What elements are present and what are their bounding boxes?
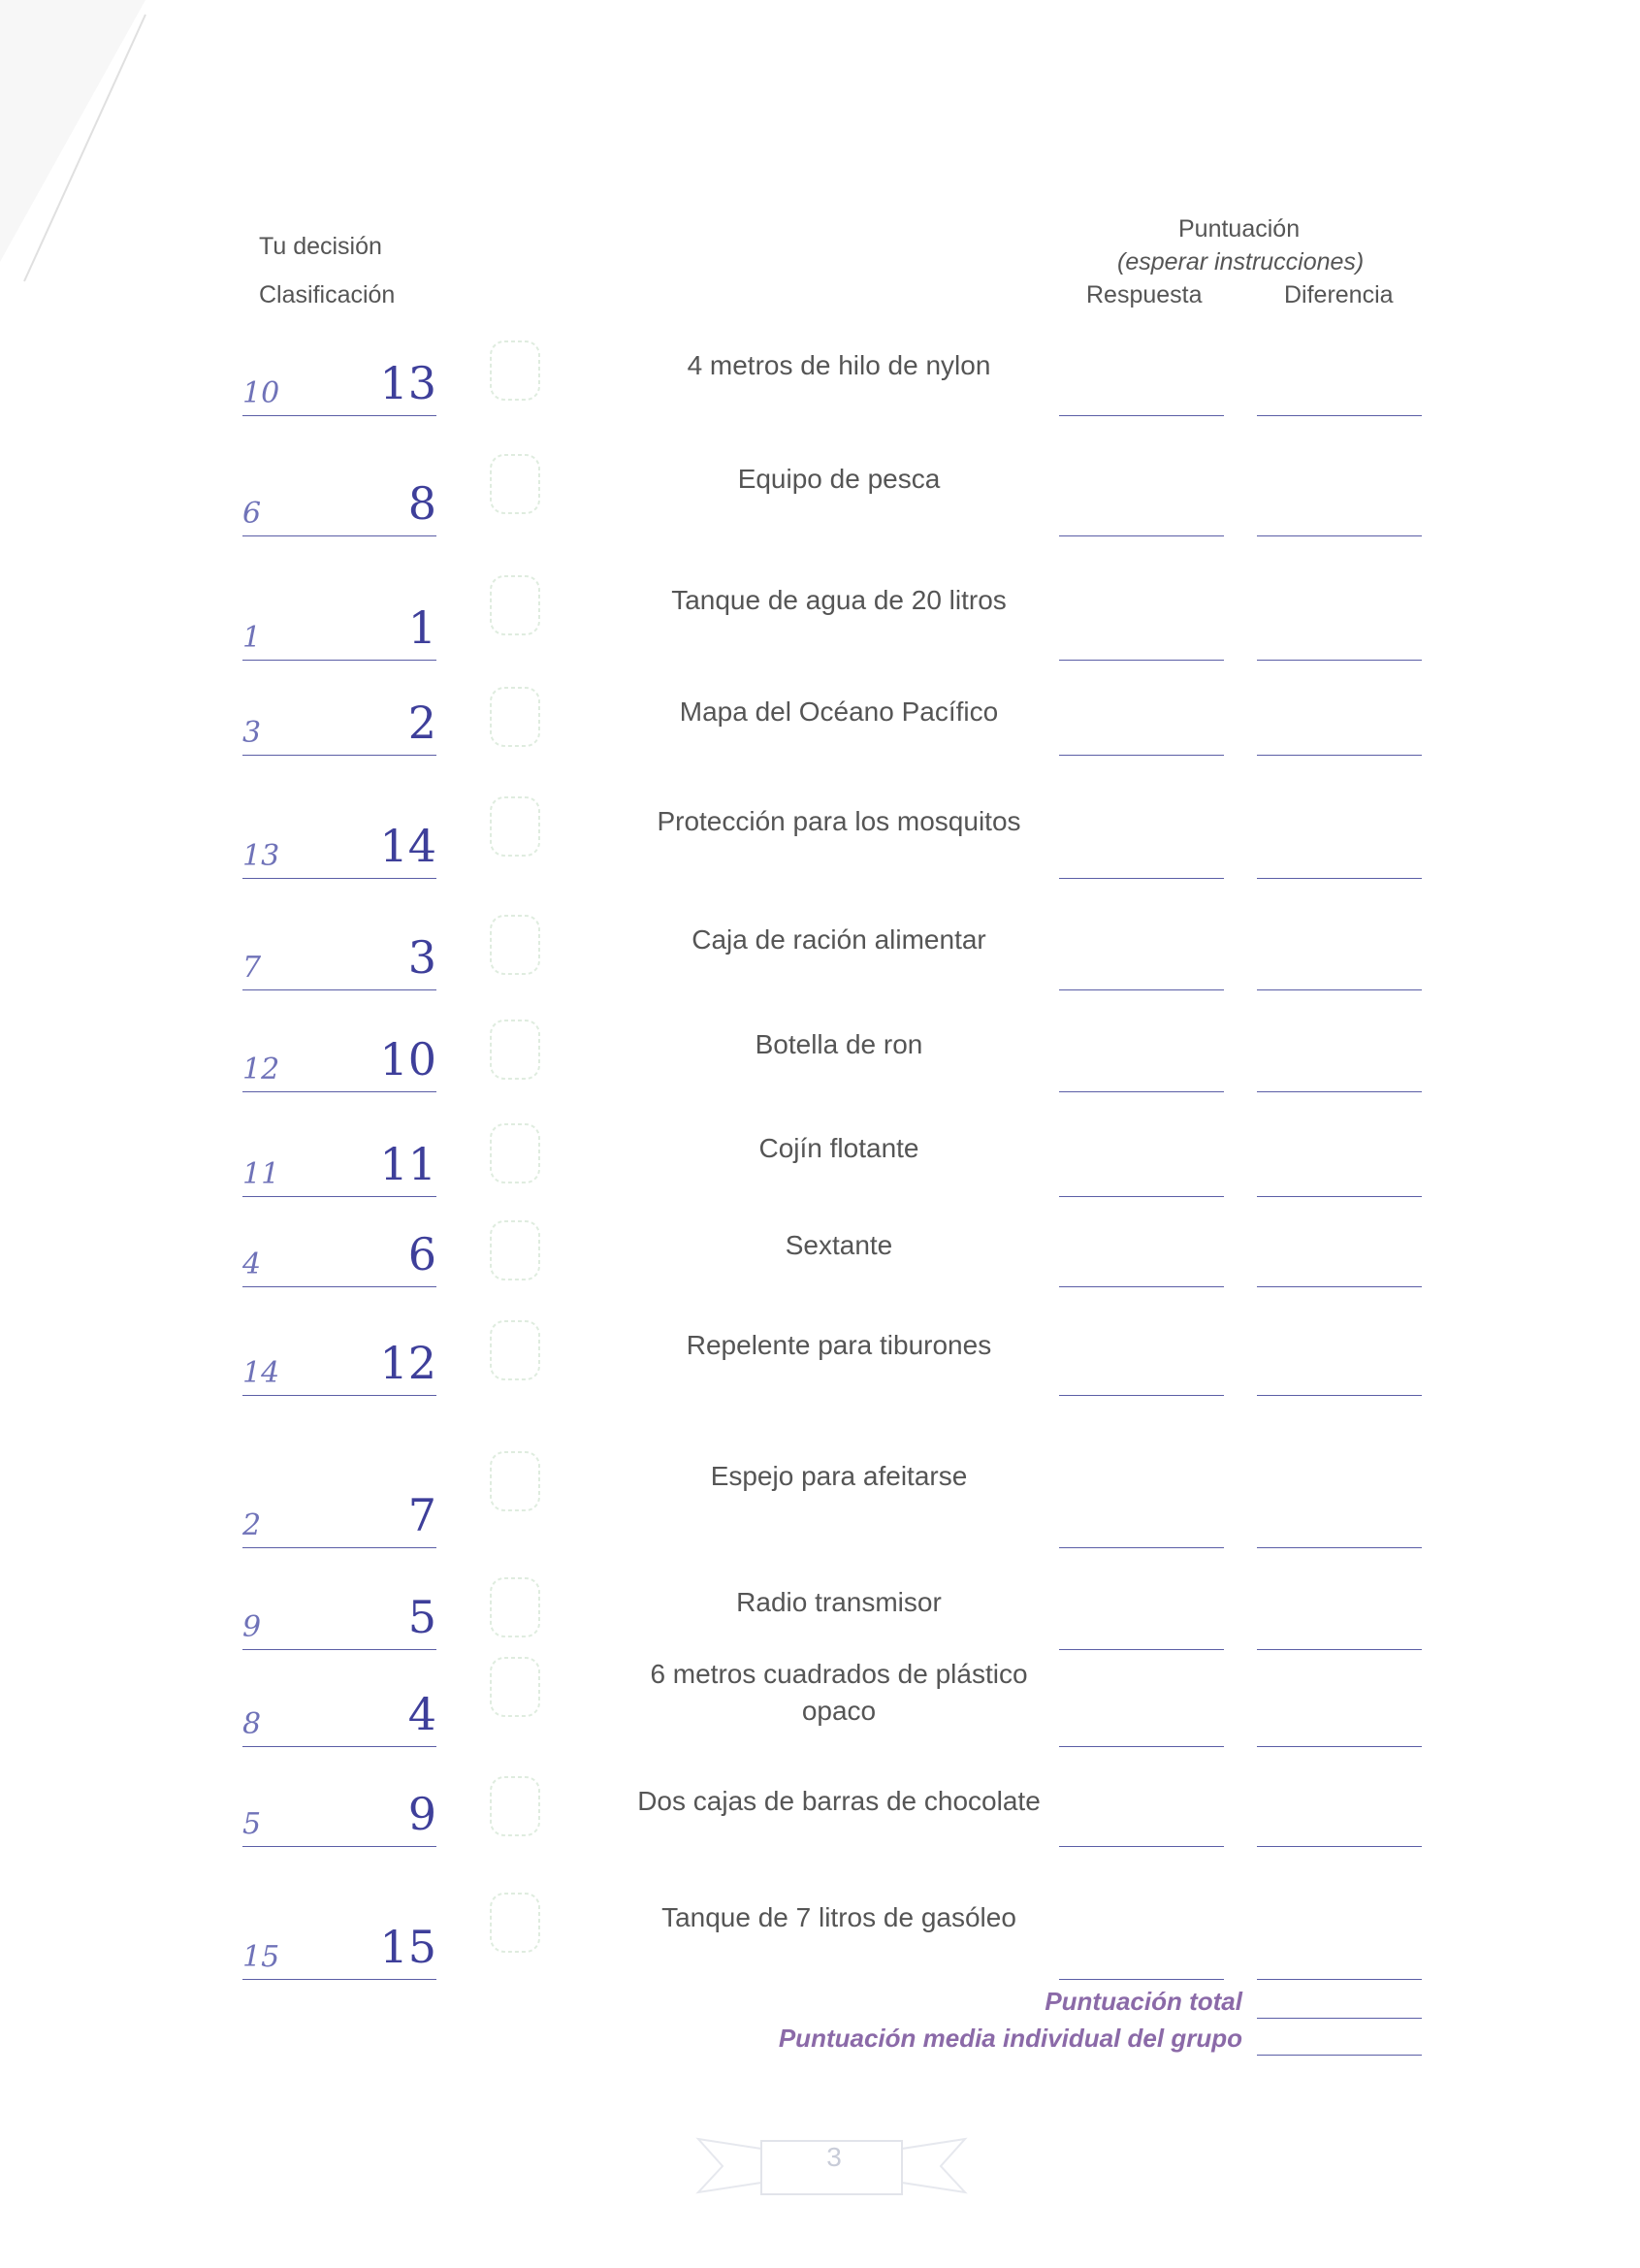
difference-line[interactable]: [1257, 878, 1422, 879]
handwritten-first-rank: 5: [242, 1807, 262, 1841]
difference-line[interactable]: [1257, 415, 1422, 416]
radio-icon: [473, 1565, 561, 1652]
handwritten-second-rank: 6: [407, 1228, 436, 1280]
mirror-icon: [473, 1439, 561, 1526]
decision-line: [242, 1979, 436, 1980]
handwritten-second-rank: 1: [407, 601, 436, 654]
folded-corner: [0, 0, 252, 291]
handwritten-second-rank: 10: [379, 1033, 436, 1085]
answer-line[interactable]: [1059, 660, 1224, 661]
handwritten-first-rank: 10: [242, 376, 280, 410]
difference-line[interactable]: [1257, 1547, 1422, 1548]
item-label: Cojín flotante: [758, 1133, 919, 1163]
handwritten-first-rank: 7: [242, 951, 262, 985]
difference-line[interactable]: [1257, 660, 1422, 661]
handwritten-first-rank: 8: [242, 1707, 262, 1741]
decision-line: [242, 1846, 436, 1847]
decision-line: [242, 878, 436, 879]
handwritten-first-rank: 14: [242, 1356, 280, 1390]
decision-line: [242, 755, 436, 756]
difference-line[interactable]: [1257, 989, 1422, 990]
answer-line[interactable]: [1059, 1846, 1224, 1847]
handwritten-first-rank: 2: [242, 1508, 262, 1542]
answer-line[interactable]: [1059, 1286, 1224, 1287]
item-label: Radio transmisor: [736, 1587, 942, 1617]
handwritten-first-rank: 13: [242, 839, 280, 873]
bottle-icon: [473, 1007, 561, 1094]
handwritten-first-rank: 15: [242, 1940, 280, 1974]
decision-line: [242, 415, 436, 416]
fuel-tank-icon: [473, 1880, 561, 1967]
handwritten-first-rank: 4: [242, 1247, 262, 1281]
answer-column-header: Respuesta: [1086, 281, 1203, 308]
handwritten-second-rank: 7: [407, 1489, 436, 1541]
total-score-line: [1257, 2018, 1422, 2019]
score-note: (esperar instrucciones): [1117, 248, 1365, 275]
decision-line: [242, 660, 436, 661]
item-label: Botella de ron: [755, 1029, 923, 1059]
decision-line: [242, 989, 436, 990]
handwritten-first-rank: 1: [242, 621, 262, 655]
handwritten-first-rank: 6: [242, 497, 262, 531]
difference-line[interactable]: [1257, 1091, 1422, 1092]
answer-line[interactable]: [1059, 415, 1224, 416]
decision-line: [242, 1395, 436, 1396]
decision-line: [242, 1746, 436, 1747]
item-label: Mapa del Océano Pacífico: [679, 697, 999, 727]
handwritten-second-rank: 8: [407, 477, 436, 530]
answer-line[interactable]: [1059, 535, 1224, 536]
decision-title: Tu decisión: [259, 233, 382, 260]
decision-line: [242, 1547, 436, 1548]
rope-icon: [473, 328, 561, 415]
difference-line[interactable]: [1257, 1746, 1422, 1747]
ration-box-icon: [473, 902, 561, 989]
answer-line[interactable]: [1059, 1196, 1224, 1197]
score-title: Puntuación: [1178, 215, 1301, 243]
ranking-title: Clasificación: [259, 281, 396, 308]
decision-line: [242, 1649, 436, 1650]
answer-line[interactable]: [1059, 1746, 1224, 1747]
group-average-line: [1257, 2055, 1422, 2056]
handwritten-second-rank: 14: [379, 820, 436, 872]
answer-line[interactable]: [1059, 1395, 1224, 1396]
item-label: Dos cajas de barras de chocolate: [637, 1786, 1041, 1816]
handwritten-second-rank: 3: [407, 931, 436, 984]
page-number: 3: [826, 2142, 842, 2172]
cushion-icon: [473, 1111, 561, 1198]
mosquito-net-icon: [473, 784, 561, 871]
answer-line[interactable]: [1059, 1649, 1224, 1650]
difference-line[interactable]: [1257, 1649, 1422, 1650]
handwritten-second-rank: 2: [407, 697, 436, 749]
handwritten-first-rank: 9: [242, 1610, 262, 1644]
handwritten-first-rank: 12: [242, 1053, 280, 1086]
handwritten-second-rank: 13: [379, 357, 436, 409]
total-score-label: Puntuación total: [1045, 1987, 1242, 2016]
map-icon: [473, 674, 561, 761]
decision-line: [242, 1286, 436, 1287]
item-label: Protección para los mosquitos: [657, 806, 1021, 836]
item-label: Equipo de pesca: [737, 464, 941, 494]
decision-line: [242, 535, 436, 536]
chocolate-icon: [473, 1764, 561, 1851]
item-label: 6 metros cuadrados de plástico opaco: [650, 1659, 1028, 1726]
item-label: 4 metros de hilo de nylon: [687, 350, 991, 380]
item-label: Tanque de agua de 20 litros: [671, 585, 1007, 615]
handwritten-second-rank: 12: [379, 1337, 436, 1389]
answer-line[interactable]: [1059, 1547, 1224, 1548]
plastic-sheet-icon: [473, 1644, 561, 1732]
difference-line[interactable]: [1257, 1286, 1422, 1287]
handwritten-second-rank: 5: [407, 1591, 436, 1643]
total-difference-line: [1257, 1979, 1422, 1980]
handwritten-first-rank: 3: [242, 716, 262, 750]
difference-line[interactable]: [1257, 1395, 1422, 1396]
difference-column-header: Diferencia: [1284, 281, 1394, 308]
sextant-icon: [473, 1208, 561, 1295]
fishing-gear-icon: [473, 441, 561, 529]
handwritten-second-rank: 15: [379, 1921, 436, 1973]
handwritten-first-rank: 11: [242, 1157, 280, 1191]
total-answer-line: [1059, 1979, 1224, 1980]
handwritten-second-rank: 9: [407, 1788, 436, 1840]
answer-line[interactable]: [1059, 1091, 1224, 1092]
decision-line: [242, 1196, 436, 1197]
item-label: Tanque de 7 litros de gasóleo: [661, 1902, 1016, 1932]
difference-line[interactable]: [1257, 535, 1422, 536]
difference-line[interactable]: [1257, 1196, 1422, 1197]
item-label: Sextante: [785, 1230, 893, 1260]
handwritten-second-rank: 4: [407, 1688, 436, 1740]
item-label: Caja de ración alimentar: [691, 924, 986, 955]
decision-line: [242, 1091, 436, 1092]
water-tank-icon: [473, 563, 561, 650]
answer-line[interactable]: [1059, 755, 1224, 756]
answer-line[interactable]: [1059, 989, 1224, 990]
difference-line[interactable]: [1257, 1846, 1422, 1847]
item-label: Repelente para tiburones: [686, 1330, 992, 1360]
item-label: Espejo para afeitarse: [710, 1461, 968, 1491]
group-average-label: Puntuación media individual del grupo: [778, 2024, 1242, 2053]
repellent-icon: [473, 1308, 561, 1395]
handwritten-second-rank: 11: [379, 1138, 436, 1190]
difference-line[interactable]: [1257, 755, 1422, 756]
answer-line[interactable]: [1059, 878, 1224, 879]
